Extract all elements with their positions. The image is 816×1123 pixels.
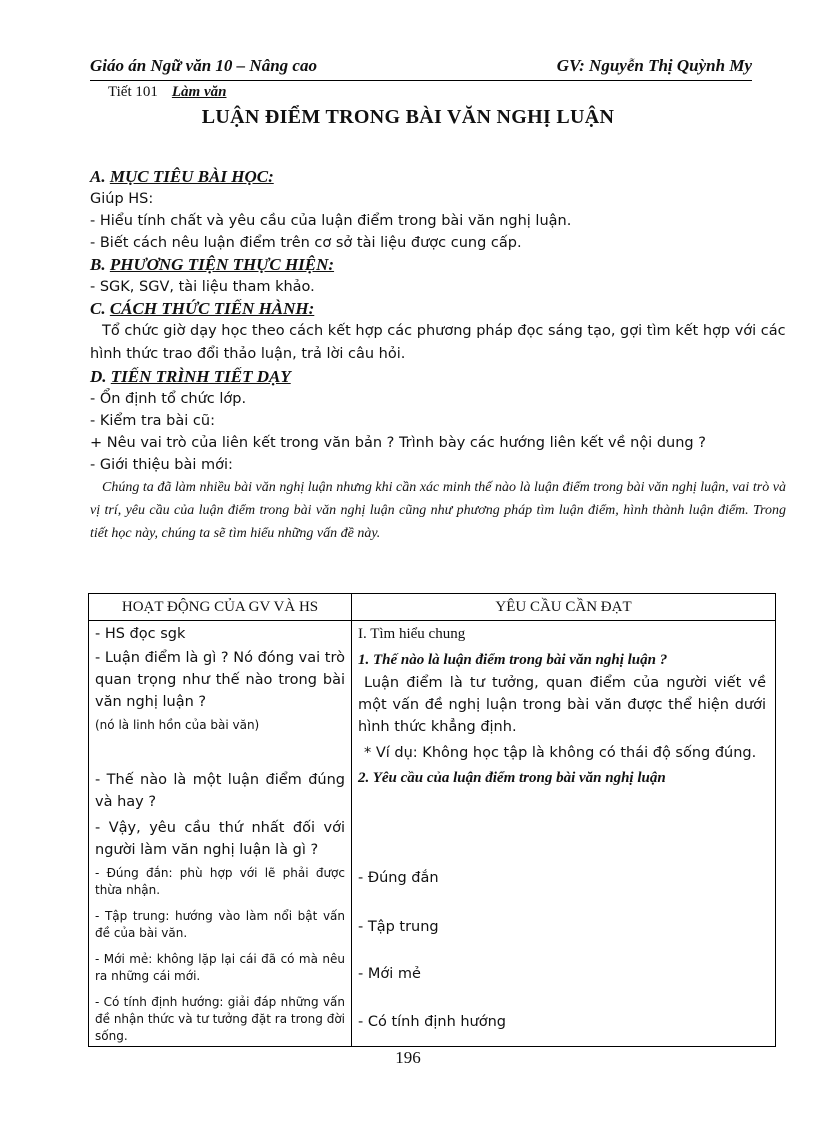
section-c-paragraph: Tổ chức giờ dạy học theo cách kết hợp các phương pháp đọc sáng tạo, gợi tìm kết hợp với các hình thức trao đổi thảo luận, trả lời câu hỏi.: [90, 323, 786, 362]
activity-note: - Đúng đắn: phù hợp với lẽ phải được thừa nhận.: [95, 866, 345, 897]
table-header-row: [89, 594, 776, 621]
activity-item: - HS đọc sgk: [95, 626, 186, 642]
requirements-cell: [352, 621, 776, 1047]
lesson-introduction: Chúng ta đã làm nhiều bài văn nghị luận nhưng khi cần xác minh thế nào là luận điểm trong bài văn nghị luận, vai trò và vị trí, yêu cầu của luận điểm trong bài văn nghị luận cũng như phương pháp tìm luận điểm, hình thành luận điểm. Trong tiết học này, chúng ta sẽ tìm hiểu những vấn đề này.: [90, 480, 786, 541]
requirement-item: - Đúng đắn: [358, 870, 439, 886]
section-d-line: - Giới thiệu bài mới:: [90, 457, 233, 473]
section-d-line: - Ổn định tổ chức lớp.: [90, 391, 247, 407]
requirement-item: - Có tính định hướng: [358, 1014, 507, 1030]
lesson-content: [90, 166, 786, 545]
section-d-heading: [90, 366, 786, 388]
requirement-subheading: 2. Yêu cầu của luận điểm trong bài văn nghị luận: [358, 770, 666, 786]
section-a-line: - Biết cách nêu luận điểm trên cơ sở tài liệu được cung cấp.: [90, 235, 522, 251]
section-a-line: - Hiểu tính chất và yêu cầu của luận điểm trong bài văn nghị luận.: [90, 213, 572, 229]
requirement-item: - Mới mẻ: [358, 966, 421, 982]
activity-note: (nó là linh hồn của bài văn): [95, 718, 260, 732]
section-d-line: + Nêu vai trò của liên kết trong văn bản ? Trình bày các hướng liên kết về nội dung ?: [90, 435, 706, 451]
section-b-prefix: B.: [90, 255, 110, 274]
activity-item: - Luận điểm là gì ? Nó đóng vai trò quan trọng như thế nào trong bài văn nghị luận ?: [95, 650, 345, 710]
requirement-subheading: 1. Thế nào là luận điểm trong bài văn nghị luận ?: [358, 652, 668, 668]
activities-cell: [89, 621, 352, 1047]
section-b-line: - SGK, SGV, tài liệu tham khảo.: [90, 279, 315, 295]
activity-item: - Thế nào là một luận điểm đúng và hay ?: [95, 772, 345, 810]
page-header: [90, 54, 752, 81]
requirement-text: Luận điểm là tư tưởng, quan điểm của người viết về một vấn đề nghị luận trong bài văn được thể hiện dưới hình thức khẳng định.: [358, 675, 766, 735]
section-b-heading: [90, 254, 786, 276]
section-a-title: MỤC TIÊU BÀI HỌC:: [109, 167, 274, 186]
activity-table: [88, 593, 776, 1047]
section-c-prefix: C.: [90, 299, 110, 318]
header-course-title: Giáo án Ngữ văn 10 – Nâng cao: [90, 56, 317, 75]
section-a-line: Giúp HS:: [90, 191, 154, 207]
table-row: [89, 621, 776, 1047]
section-d-prefix: D.: [90, 367, 111, 386]
header-teacher-name: GV: Nguyễn Thị Quỳnh My: [556, 56, 752, 75]
activity-note: - Có tính định hướng: giải đáp những vấn đề nhận thức và tư tưởng đặt ra trong đời sống.: [95, 995, 345, 1043]
requirement-heading: I. Tìm hiểu chung: [358, 626, 466, 642]
activity-note: - Mới mẻ: không lặp lại cái đã có mà nêu ra những cái mới.: [95, 952, 345, 983]
lesson-title: LUẬN ĐIỂM TRONG BÀI VĂN NGHỊ LUẬN: [201, 106, 615, 128]
section-c-title: CÁCH THỨC TIẾN HÀNH:: [109, 299, 315, 318]
table-header-requirements: YÊU CẦU CẦN ĐẠT: [352, 594, 776, 621]
lesson-line: [108, 84, 226, 101]
page-number: 196: [395, 1048, 421, 1067]
lesson-type: Làm văn: [171, 84, 227, 100]
activity-note: - Tập trung: hướng vào làm nổi bật vấn đề của bài văn.: [95, 909, 345, 940]
activity-item: - Vậy, yêu cầu thứ nhất đối với người làm văn nghị luận là gì ?: [95, 820, 345, 858]
section-a-prefix: A.: [90, 167, 110, 186]
section-c-heading: [90, 298, 786, 320]
requirement-example: * Ví dụ: Không học tập là không có thái độ sống đúng.: [364, 745, 757, 761]
requirement-item: - Tập trung: [358, 919, 439, 935]
section-d-title: TIẾN TRÌNH TIẾT DẠY: [110, 367, 291, 386]
section-b-title: PHƯƠNG TIỆN THỰC HIỆN:: [109, 255, 335, 274]
lesson-number: Tiết 101: [108, 84, 158, 100]
table-header-activities: HOẠT ĐỘNG CỦA GV VÀ HS: [89, 594, 352, 621]
section-d-line: - Kiểm tra bài cũ:: [90, 413, 215, 429]
section-a-heading: [90, 166, 786, 188]
